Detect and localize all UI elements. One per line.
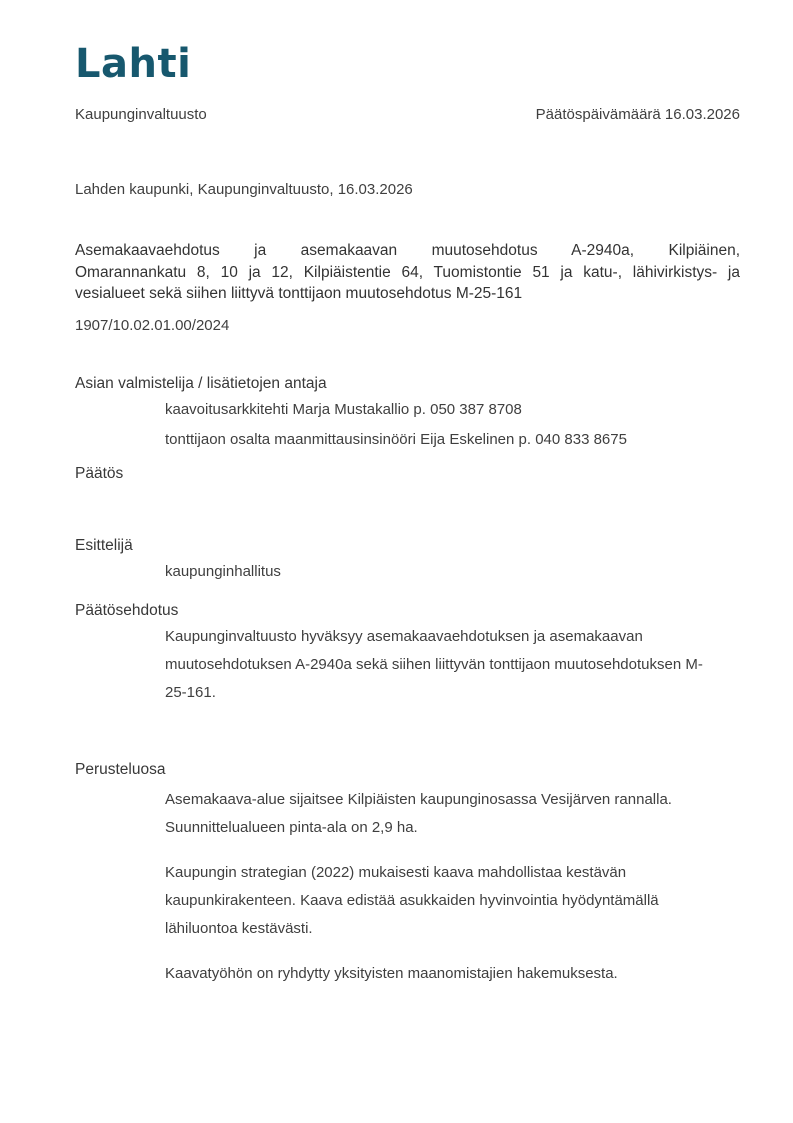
section-heading-paatosehdotus: Päätösehdotus [75,601,179,619]
document-title [75,240,740,305]
perusteluosa-paragraph-2: Kaupungin strategian (2022) mukaisesti kaava mahdollistaa kestävän kaupunkirakenteen. Kaava edistää asukkaiden hyvinvointia hyödyntämällä lähiluontoa kestävästi. [165,863,659,937]
header-committee-label: Kaupunginvaltuusto [75,106,207,123]
section-body-paatosehdotus [75,623,740,707]
contact-person-2: tonttijaon osalta maanmittausinsinööri Eija Eskelinen p. 040 833 8675 [165,430,627,448]
section-heading-esittelija: Esittelijä [75,536,133,554]
contact-person-1: kaavoitusarkkitehti Marja Mustakallio p. 050 387 8708 [165,400,522,418]
section-paatosehdotus [75,601,740,707]
lahti-logo: Lahti [75,41,192,87]
section-body-valmistelija [75,396,740,454]
esittelija-value: kaupunginhallitus [165,562,281,580]
paatosehdotus-text: Kaupunginvaltuusto hyväksyy asemakaavaehdotuksen ja asemakaavan muutosehdotuksen A-2940a sekä siihen liittyvän tonttijaon muutosehdotuksen M-25-161. [165,627,703,701]
org-line: Lahden kaupunki, Kaupunginvaltuusto, 16.03.2026 [75,181,413,198]
page-header [75,106,740,124]
section-heading-valmistelija: Asian valmistelija / lisätietojen antaja [75,374,327,392]
section-body-esittelija [75,558,740,586]
section-perusteluosa [75,760,740,988]
section-heading-paatos: Päätös [75,464,124,482]
section-valmistelija [75,374,740,454]
perusteluosa-paragraph-1: Asemakaava-alue sijaitsee Kilpiäisten kaupunginosassa Vesijärven rannalla. Suunnittelualueen pinta-ala on 2,9 ha. [165,790,672,836]
document-title-line-3: vesialueet sekä siihen liittyvä tonttijaon muutosehdotus M-25-161 [75,285,523,302]
perusteluosa-paragraph-3: Kaavatyöhön on ryhdytty yksityisten maanomistajien hakemuksesta. [165,964,618,982]
header-decision-date: Päätöspäivämäärä 16.03.2026 [535,106,740,123]
section-paatos [75,464,740,484]
document-sections [75,374,740,988]
section-heading-perusteluosa: Perusteluosa [75,760,166,778]
section-body-perusteluosa [75,786,740,988]
document-title-line-2: Omarannankatu 8, 10 ja 12, Kilpiäistentie 64, Tuomistontie 51 ja katu-, lähivirkistys- ja [75,263,740,281]
document-title-line-1: Asemakaavaehdotus ja asemakaavan muutosehdotus A-2940a, Kilpiäinen, [75,242,740,259]
case-reference-number: 1907/10.02.01.00/2024 [75,316,230,334]
section-esittelija [75,536,740,586]
